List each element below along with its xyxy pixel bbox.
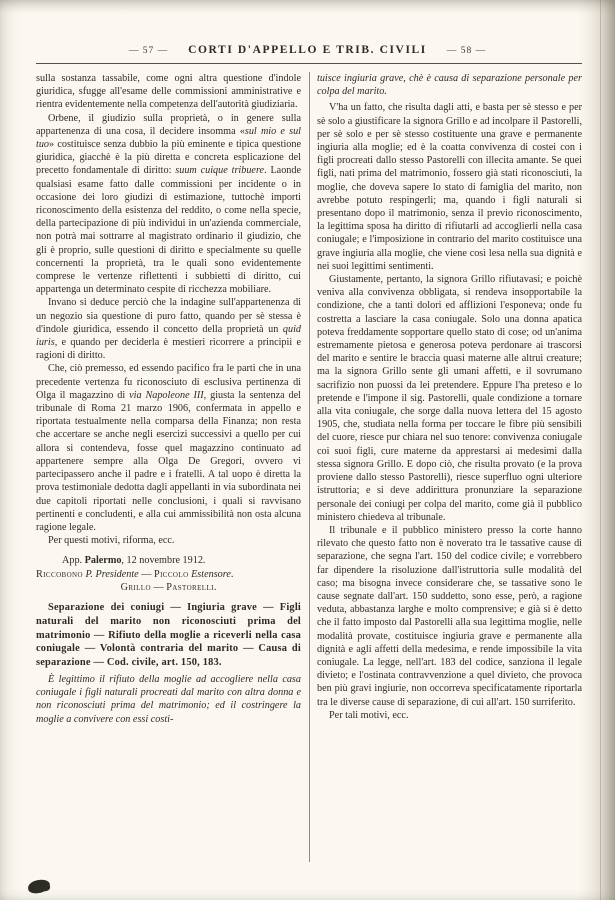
text-run: P. Presidente [82,568,139,580]
headnote-heading [36,601,301,670]
text-columns [36,72,582,892]
column-divider [309,72,310,862]
text-run: , e quando per deciderla è mestieri ricorrere a principii e ragioni di diritto. [36,337,301,362]
paragraph [317,709,582,722]
text-run: tuisce ingiuria grave, chè è causa di separazione personale per colpa del marito. [317,73,582,98]
text-run: Giustamente, pertanto, la signora Grillo rifiutavasi; e poichè veniva alla convivenza obbligata, si rendeva insopportabile la condizione, che a tanti dolori ed afflizioni l'esponeva; onde fu costretta a lasciare la casa coniugale. Solo una donna apatica poteva freddamente sopportare quello stato di cose; od un'anima estremamente pietosa e generosa poteva perdonare ai trascorsi del marito e sentire le braccia quasi materne alle altrui creature; ma la signora Grillo sente gli umani affetti, e il sovrumano sacrifizio non puossi da lei pretendere. Eppure l'ha preteso e lo pretende e l'impone il sig. Pastorelli, quale condizione a tornare alla vita coniugale, che sorge dalla nuova lettera del 15 agosto 1905, che, studiata nella forma per toccare le fibre più sensibili del cuore, riesce pur chiara nel suo tenore: convivenza coniugale coi suoi figli, cure materne da apprestarsi ai medesimi dalla stessa signora Grillo. E dopo ciò, che risulta provato (e la prova proviene dallo stesso Pastorelli), riesce superfluo ogni ulteriore istruttoria; e si deve addirittura pronunziare la separazione personale dei coniugi per colpa del marito, come già il pubblico ministero chiedeva al tribunale. [317,274,582,523]
paragraph [36,296,301,362]
text-run: Invano si deduce perciò che la indagine sull'appartenenza di un negozio sia questione di puro fatto, quando per sè stessa è d'indole giuridica, essendo il concetto della proprietà un [36,297,301,335]
text-run: Piccolo [154,568,189,580]
parties-line [36,581,301,594]
text-run: Palermo [84,555,122,567]
text-run: È legittimo il rifiuto della moglie ad accogliere nella casa coniugale i figli naturali procreati dal marito con altra donna e non riconosciuti prima del matrimonio; ed il costringere la moglie a convivere con essi costi- [36,673,301,725]
paragraph [36,362,301,534]
text-run: Estensore [188,568,231,580]
text-run: sul mio e sul tuo [36,125,301,151]
judges-line [36,568,301,581]
text-run: Per tali motivi, ecc. [329,709,409,721]
text-run: Per questi motivi, riforma, ecc. [48,535,175,547]
page-number-left: — 57 — [128,46,169,56]
text-run: suum cuique tribuere [175,165,265,177]
paragraph [36,72,301,112]
page-header [0,44,615,56]
text-run: Riccobono [36,568,83,580]
text-run: Che, ciò premesso, ed essendo pacifico fra le parti che in una precedente vertenza fu riconosciuto di esclusiva pertinenza di Olga il magazzino di [36,363,301,401]
paragraph [317,101,582,273]
header-rule [36,63,582,64]
text-run: Grillo [120,581,151,593]
text-run: , giusta la sentenza del tribunale di Roma 21 marzo 1906, confermata in appello e riportata testualmente nella comparsa della Finanza; non resta che accertare se anche negli esercizi successivi a quello per cui allora si contendeva, fosse quel magazzino continuato ad appartenere sempre alla Olga De Gregori, ovvero vi partecipassero anche il padre e i fratelli. A tal uopo è diretta la prova testimoniale dedotta dagli appellanti in via subordinata nei due capitoli riportati nelle conclusioni, i quali si ravvisano pertinenti e concludenti, e alla cui ammissibilità non osta alcuna ragione legale. [36,389,302,533]
headnote-summary [36,673,301,726]
text-run: Orbene, il giudizio sulla proprietà, o in genere sulla appartenenza di una cosa, il decidere insomma « [36,112,301,137]
paragraph [317,273,582,524]
text-run: via Napoleone III [129,389,204,401]
paragraph [317,524,582,709]
text-run: » costituisce senza dubbio la più eminente e tipica questione giuridica, giacchè è la più diretta e concreta esplicazione del precetto fondamentale di diritto: [36,139,301,177]
right-column [317,72,582,892]
text-run: sulla sostanza tassabile, come ogni altra questione d'indole giuridica, sfugge all'esame delle commissioni amministrative e rientra evidentemente nella competenza dell'autorità giudiziaria. [36,73,301,111]
text-run: quid iuris [36,323,301,349]
paragraph [36,112,301,297]
journal-title: CORTI D'APPELLO E TRIB. CIVILI [188,44,427,56]
text-run: — [150,581,167,593]
text-run: App. [62,555,85,567]
text-run: . [230,568,234,580]
text-run: Pastorelli [166,581,214,593]
text-run: — [138,568,154,580]
page-edge-shadow [600,0,601,900]
paragraph [36,534,301,547]
page-number-right: — 58 — [446,46,487,56]
text-run: Il tribunale e il pubblico ministero presso la corte hanno rilevato che questo fatto non è noverato tra le tassative cause di separazione, che segna l'art. 150 del codice civile; e vorrebbero far dipendere la risoluzione dall'istruttoria sulle modalità del caso; ma bisogna invece considerare che, se tassative sono le cause segnate dall'art. 150 suddetto, sono esse, però, a ragione veduta, abbastanza larghe e molto comprensive; e già si è detto che il fatto imposto dal Pastorelli alla sua legittima moglie, nelle modalità provate, costituisce ingiuria grave e permanente alla dignità e agli affetti della medesima, e rende impossibile la vita coniugale. La legge, nell'art. 183 del codice, sanziona il legale divieto; e l'ostinata contravvenzione a quel divieto, che provoca ben più gravi ingiurie, non occorreva specificatamente riportarla tra le diverse cause di separazione, di cui all'art. 150 surriferito. [317,524,582,708]
text-run: , 12 novembre 1912. [121,555,206,567]
text-run: V'ha un fatto, che risulta dagli atti, e basta per sè stesso e per sè solo a giustificare la signora Grillo e ad incolpare il Pastorelli, per sè solo e per sè stesso costituente una grave e permanente ingiuria alla moglie; ed è la coatta convivenza di costei con i figli procreati dallo stesso Pastorelli con illecita amante. Se quei figli, nati prima del matrimonio, fossero già stati riconosciuti, la moglie, che doveva sapere lo stato di famiglia del marito, non avrebbe potuto respingerli; ma, quando i figli naturali si presentano dopo il matrimonio, senza il previo riconoscimento, la legittima sposa ha diritto di rifiutarli ad accoglierli nella casa coniugale; e l'imposizione in contrario del marito costituisce una grave ingiuria alla moglie, che viene così lesa nella sua dignità e nei suoi legittimi sentimenti. [317,102,582,272]
text-run: . Laonde qualsiasi esame fatto dalle commissioni per incidente o in occasione dei loro giudizi di estimazione, tuttochè importi riconoscimento della esistenza del reddito, o come nella specie, della partecipazione di più individui in un'azienda commerciale, non potrà mai sottrarre al magistrato ordinario il giudizio, che gli è proprio, sulle questioni di diritto e specialmente su quelle concernenti la proprietà, tra le quali sono evidentemente comprese le vertenze riflettenti i subbietti di diritto, cui appartenga un determinato cespite di ricchezza mobiliare. [36,165,301,296]
headnote-summary-continued [317,72,582,98]
text-run: . [213,581,217,593]
left-column [36,72,301,892]
text-run: Separazione dei coniugi — Ingiuria grave — Figli naturali del marito non riconosciuti prima del matrimonio — Rifiuto della moglie a riceverli nella casa coniugale — Volontà contraria del marito — Causa di separazione — Cod. civile, art. 150, 183. [36,601,301,669]
judgment-citation [36,554,301,567]
